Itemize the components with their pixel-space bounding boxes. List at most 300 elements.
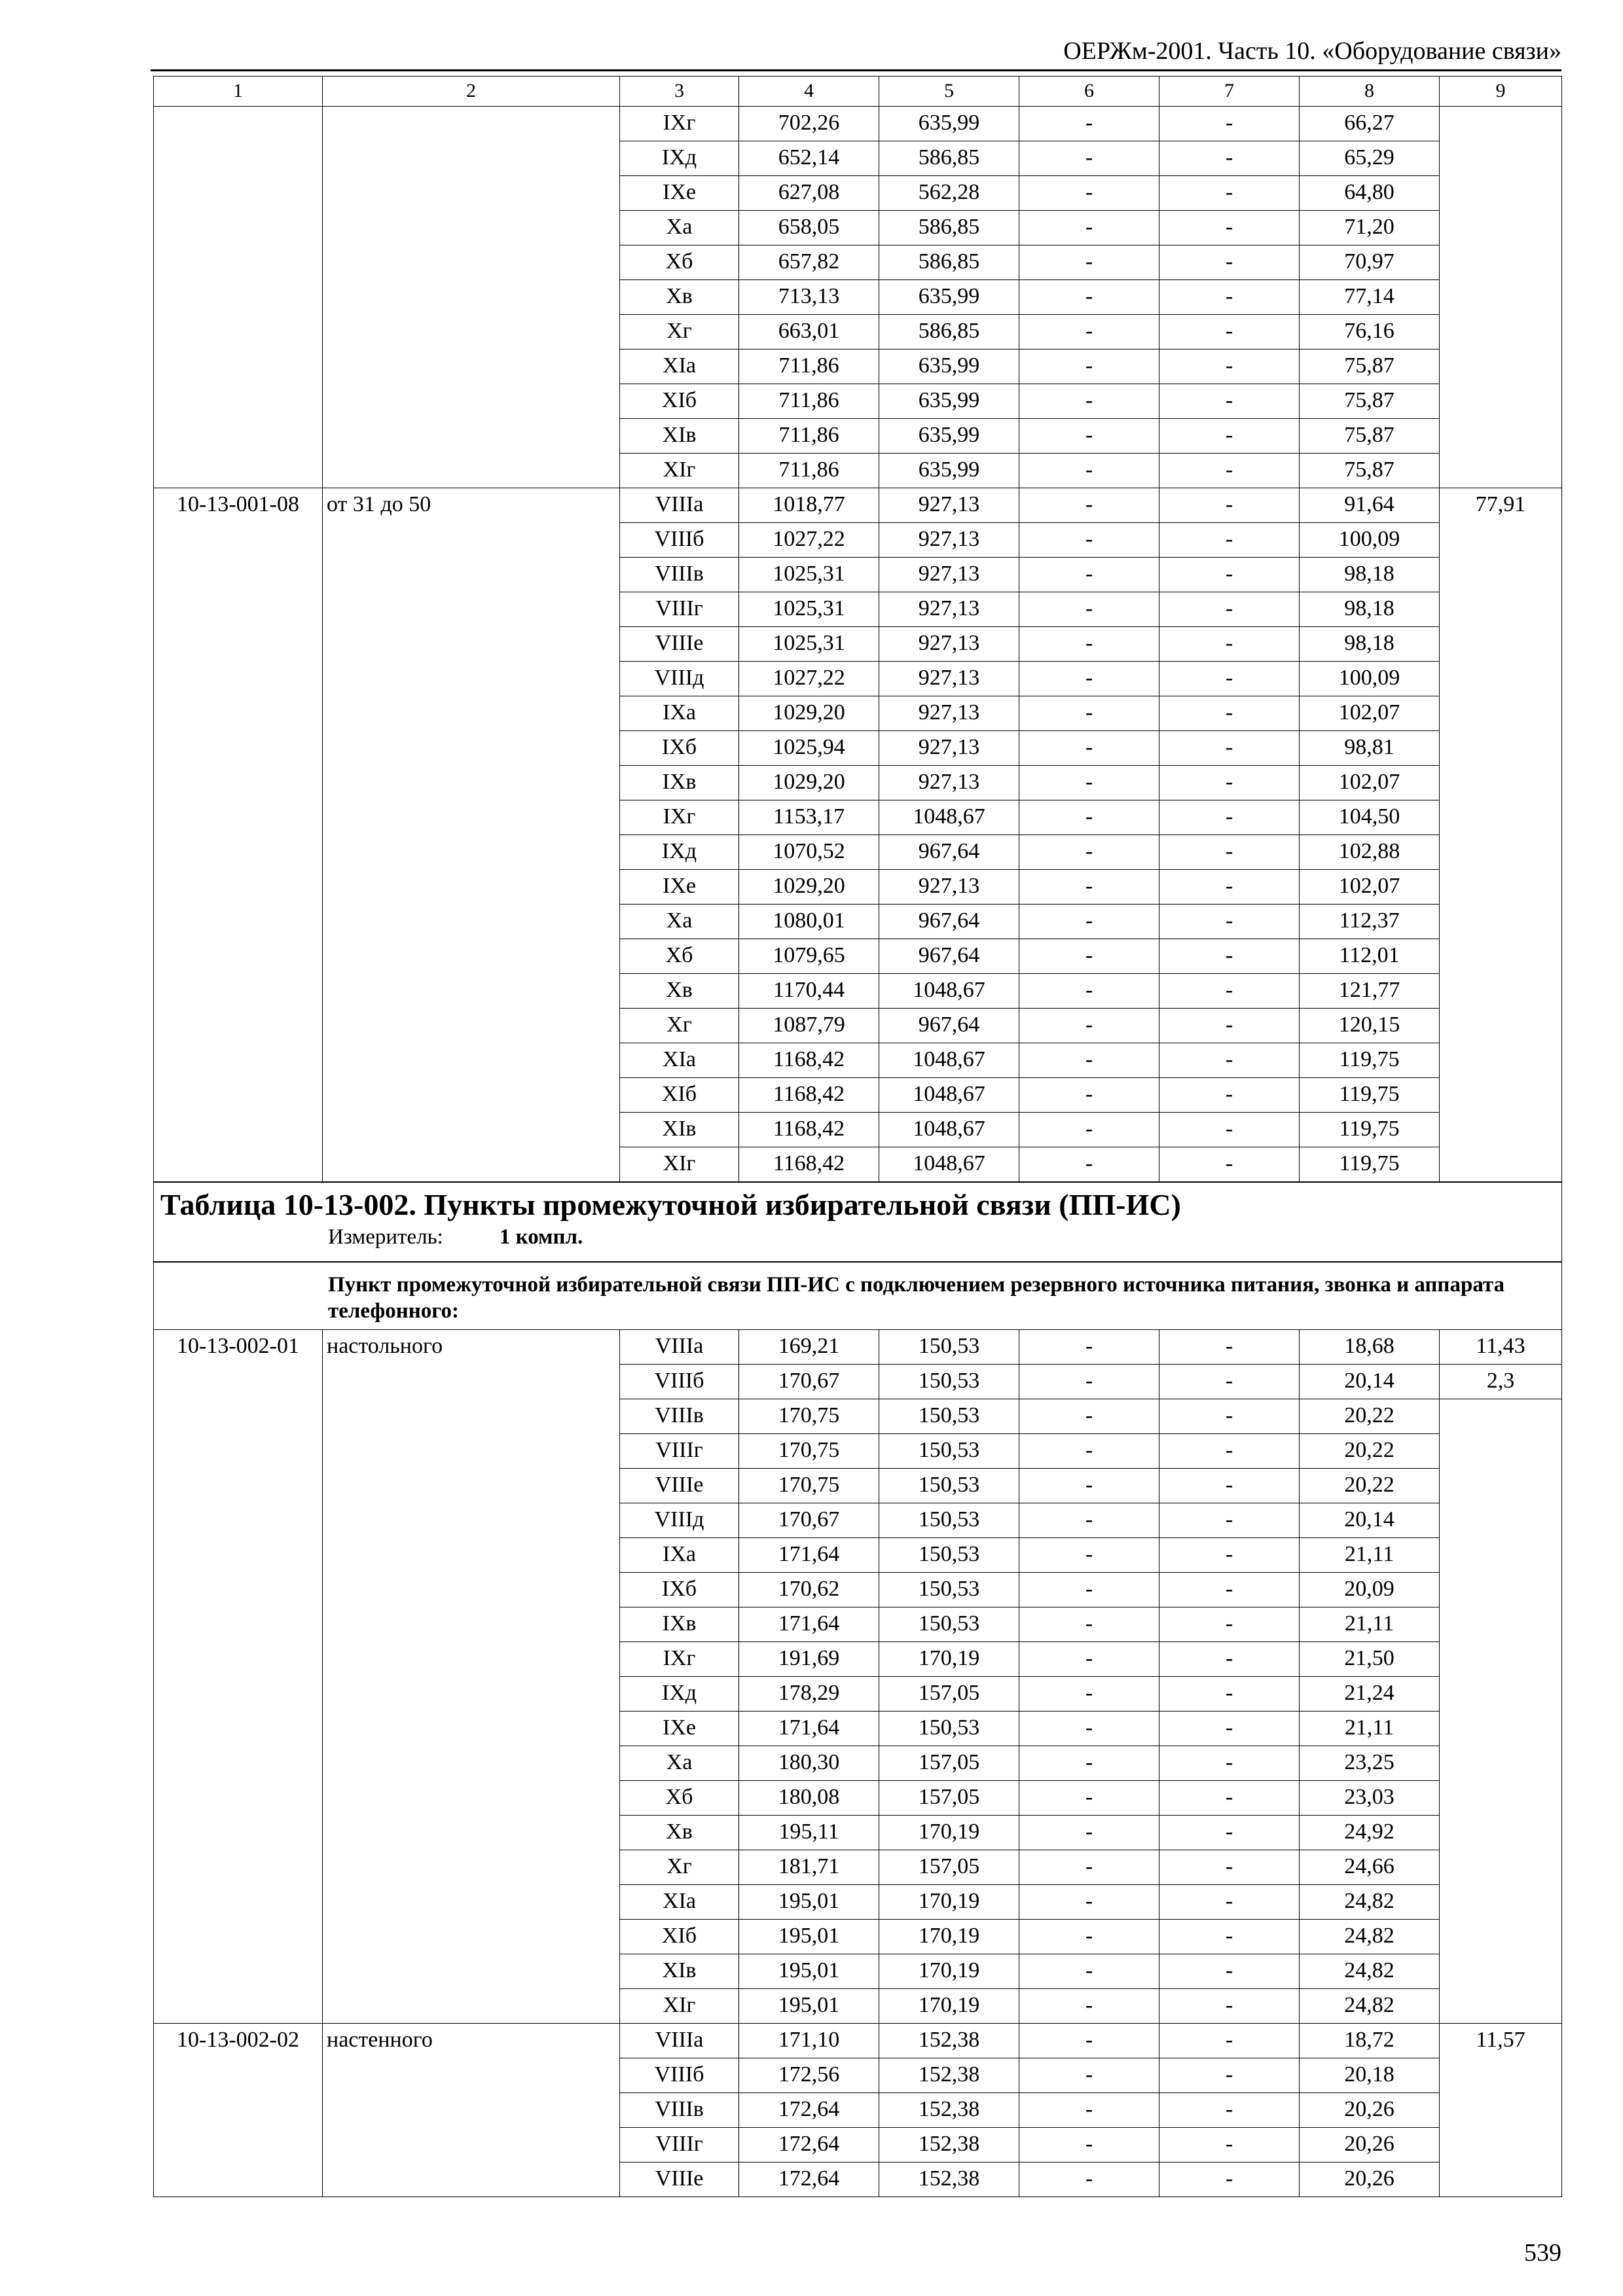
value-cell: 178,29 [739,1677,879,1712]
value-cell: 20,14 [1300,1503,1440,1538]
value-cell: 150,53 [879,1469,1019,1503]
meter-label: Измеритель: [328,1225,443,1249]
value-cell: - [1019,870,1159,905]
value-cell: - [1159,141,1300,176]
item-code: 10-13-001-08 [154,488,323,1183]
value-cell: 658,05 [739,211,879,245]
value-cell: 172,64 [739,2128,879,2162]
value-cell: 102,07 [1300,870,1440,905]
value-cell: - [1019,1885,1159,1920]
value-cell: - [1159,1399,1300,1434]
value-cell: - [1159,107,1300,141]
value-cell: 927,13 [879,558,1019,592]
value-cell: 119,75 [1300,1043,1440,1078]
value-cell: 170,19 [879,1642,1019,1677]
item-code [154,107,323,488]
value-cell: - [1159,2058,1300,2093]
zone-cell: Xв [620,974,739,1009]
section-description-row [154,1262,1562,1330]
zone-cell: VIIIг [620,2128,739,2162]
value-cell: - [1159,1989,1300,2024]
value-cell: - [1159,488,1300,523]
value-cell: 24,66 [1300,1850,1440,1885]
price-table [153,76,1562,2197]
value-cell: - [1159,2128,1300,2162]
value-cell: 635,99 [879,350,1019,384]
value-cell: - [1019,1330,1159,1365]
value-cell: 170,67 [739,1365,879,1399]
value-cell: 967,64 [879,1009,1019,1043]
table-row [154,2024,1562,2058]
zone-cell: Xг [620,1009,739,1043]
value-cell: 170,75 [739,1399,879,1434]
value-cell: - [1159,1920,1300,1954]
value-cell: - [1159,1009,1300,1043]
column-number: 7 [1159,77,1300,107]
value-cell: 1079,65 [739,939,879,974]
value-cell: 1048,67 [879,1113,1019,1147]
value-cell: 172,64 [739,2162,879,2197]
value-cell: 967,64 [879,939,1019,974]
value-cell: - [1019,800,1159,835]
value-cell: 20,18 [1300,2058,1440,2093]
value-cell: 157,05 [879,1746,1019,1781]
value-cell: 91,64 [1300,488,1440,523]
value-cell: 1025,31 [739,592,879,627]
zone-cell: IXб [620,731,739,766]
value-cell: - [1159,1712,1300,1746]
zone-cell: Xв [620,280,739,315]
value-cell: - [1159,350,1300,384]
value-cell: - [1159,384,1300,419]
value-cell: - [1159,1330,1300,1365]
value-cell: 20,22 [1300,1434,1440,1469]
value-cell: 627,08 [739,176,879,211]
value-cell: 1168,42 [739,1078,879,1113]
zone-cell: VIIIа [620,1330,739,1365]
value-cell: 157,05 [879,1677,1019,1712]
zone-cell: XIб [620,1078,739,1113]
value-cell: 586,85 [879,141,1019,176]
value-cell: 927,13 [879,488,1019,523]
value-cell: - [1159,1469,1300,1503]
table-row [154,107,1562,141]
zone-cell: XIб [620,384,739,419]
value-cell: - [1019,1503,1159,1538]
value-cell: - [1019,1677,1159,1712]
value-cell: 663,01 [739,315,879,350]
value-cell: - [1019,1469,1159,1503]
value-cell: 65,29 [1300,141,1440,176]
value-cell: 20,22 [1300,1469,1440,1503]
zone-cell: VIIIв [620,558,739,592]
value-cell: - [1019,939,1159,974]
value-cell: 24,82 [1300,1989,1440,2024]
value-cell: 711,86 [739,454,879,488]
value-cell: 170,19 [879,1920,1019,1954]
zone-cell: IXв [620,1607,739,1642]
value-cell: 119,75 [1300,1113,1440,1147]
value-cell: 23,03 [1300,1781,1440,1816]
value-cell: 195,01 [739,1920,879,1954]
value-cell: - [1159,1642,1300,1677]
value-cell: 157,05 [879,1781,1019,1816]
value-cell: 24,82 [1300,1920,1440,1954]
value-cell: - [1159,2024,1300,2058]
value-cell: 170,19 [879,1885,1019,1920]
value-cell: 967,64 [879,905,1019,939]
value-cell: 1087,79 [739,1009,879,1043]
zone-cell: VIIIд [620,1503,739,1538]
value-cell: 927,13 [879,696,1019,731]
value-cell: 75,87 [1300,350,1440,384]
meter-line [158,1223,1558,1252]
value-cell: 1080,01 [739,905,879,939]
column-number: 4 [739,77,879,107]
value-cell: - [1019,558,1159,592]
value-cell: 927,13 [879,731,1019,766]
value-cell: 1048,67 [879,800,1019,835]
value-cell: - [1159,1954,1300,1989]
value-cell: 21,11 [1300,1712,1440,1746]
value-cell: 562,28 [879,176,1019,211]
value-cell: - [1159,905,1300,939]
value-cell: 635,99 [879,454,1019,488]
value-cell: 1048,67 [879,1147,1019,1183]
value-cell: - [1019,2058,1159,2093]
zone-cell: Xг [620,315,739,350]
value-cell: - [1159,939,1300,974]
zone-cell: XIв [620,1113,739,1147]
zone-cell: VIIIа [620,488,739,523]
value-cell: 157,05 [879,1850,1019,1885]
value-cell: - [1159,1781,1300,1816]
value-cell: 150,53 [879,1365,1019,1399]
value-cell: 102,07 [1300,696,1440,731]
value-cell: - [1019,1573,1159,1607]
value-cell: 927,13 [879,766,1019,800]
column-number-row [154,77,1562,107]
value-cell: - [1019,107,1159,141]
value-cell: - [1159,280,1300,315]
value-cell: - [1159,454,1300,488]
zone-cell: IXа [620,1538,739,1573]
value-cell: - [1159,731,1300,766]
value-cell: 20,09 [1300,1573,1440,1607]
zone-cell: Xг [620,1850,739,1885]
value-cell: 170,75 [739,1469,879,1503]
zone-cell: XIв [620,419,739,454]
value-cell: 20,14 [1300,1365,1440,1399]
header-divider [151,69,1561,71]
value-cell: 98,18 [1300,592,1440,627]
value-cell: 635,99 [879,419,1019,454]
value-cell: 1025,31 [739,558,879,592]
value-cell: - [1019,1850,1159,1885]
value-cell: 1025,94 [739,731,879,766]
item-name: настольного [323,1330,620,2024]
value-cell: 112,01 [1300,939,1440,974]
value-cell: 150,53 [879,1538,1019,1573]
zone-cell: Xа [620,211,739,245]
zone-cell: VIIIе [620,1469,739,1503]
value-cell: - [1019,176,1159,211]
zone-cell: IXг [620,800,739,835]
value-cell: 1027,22 [739,523,879,558]
value-cell: - [1019,141,1159,176]
value-cell: 150,53 [879,1503,1019,1538]
value-cell: - [1159,1503,1300,1538]
zone-cell: IXг [620,107,739,141]
value-cell: - [1019,1399,1159,1434]
value-cell: - [1159,662,1300,696]
value-cell: - [1019,731,1159,766]
value-cell: 70,97 [1300,245,1440,280]
zone-cell: IXд [620,141,739,176]
value-cell: 1029,20 [739,766,879,800]
zone-cell: VIIIв [620,2093,739,2128]
value-cell: 652,14 [739,141,879,176]
value-cell: 191,69 [739,1642,879,1677]
zone-cell: VIIIа [620,2024,739,2058]
value-cell: - [1159,800,1300,835]
value-cell: - [1159,1746,1300,1781]
value-cell: 586,85 [879,315,1019,350]
value-cell: - [1019,905,1159,939]
value-cell: 171,64 [739,1538,879,1573]
value-cell: - [1019,2162,1159,2197]
value-cell: 1168,42 [739,1113,879,1147]
value-cell: - [1019,1113,1159,1147]
zone-cell: XIв [620,1954,739,1989]
value-cell: - [1019,1712,1159,1746]
zone-cell: Xа [620,1746,739,1781]
value-cell: - [1159,1147,1300,1183]
value-cell: 170,19 [879,1954,1019,1989]
zone-cell: VIIIб [620,1365,739,1399]
value-cell: 170,62 [739,1573,879,1607]
value-cell: 195,11 [739,1816,879,1850]
value-cell: - [1019,454,1159,488]
value-cell: - [1159,1607,1300,1642]
value-cell: 75,87 [1300,454,1440,488]
value-cell: - [1159,558,1300,592]
value-cell: 195,01 [739,1954,879,1989]
zone-cell: XIг [620,454,739,488]
value-cell: - [1019,835,1159,870]
value-cell: 1170,44 [739,974,879,1009]
value-cell: - [1019,1920,1159,1954]
value-cell: - [1159,1113,1300,1147]
zone-cell: IXе [620,1712,739,1746]
value-cell: 120,15 [1300,1009,1440,1043]
labor-cell: 2,3 [1440,1365,1562,1399]
value-cell: 171,10 [739,2024,879,2058]
value-cell: - [1019,488,1159,523]
value-cell: 21,24 [1300,1677,1440,1712]
value-cell: 195,01 [739,1989,879,2024]
value-cell: 100,09 [1300,662,1440,696]
value-cell: 711,86 [739,419,879,454]
value-cell: - [1159,1078,1300,1113]
value-cell: 711,86 [739,384,879,419]
zone-cell: XIг [620,1147,739,1183]
value-cell: 169,21 [739,1330,879,1365]
value-cell: - [1159,1538,1300,1573]
value-cell: 152,38 [879,2093,1019,2128]
value-cell: 195,01 [739,1885,879,1920]
value-cell: - [1159,870,1300,905]
value-cell: 24,82 [1300,1954,1440,1989]
column-number: 5 [879,77,1019,107]
zone-cell: Xв [620,1816,739,1850]
section-header-row [154,1182,1562,1262]
value-cell: - [1019,1989,1159,2024]
labor-cell: 11,43 [1440,1330,1562,1365]
value-cell: - [1019,419,1159,454]
value-cell: - [1019,1043,1159,1078]
value-cell: 150,53 [879,1712,1019,1746]
value-cell: 21,11 [1300,1607,1440,1642]
value-cell: 1027,22 [739,662,879,696]
value-cell: 927,13 [879,627,1019,662]
value-cell: - [1019,627,1159,662]
zone-cell: IXе [620,176,739,211]
value-cell: - [1159,1573,1300,1607]
section-description-cell [154,1262,1562,1330]
value-cell: 102,07 [1300,766,1440,800]
value-cell: - [1159,766,1300,800]
value-cell: 150,53 [879,1399,1019,1434]
value-cell: 713,13 [739,280,879,315]
table-row [154,488,1562,523]
labor-cell [1440,107,1562,488]
zone-cell: IXв [620,766,739,800]
value-cell: 21,11 [1300,1538,1440,1573]
value-cell: - [1019,974,1159,1009]
value-cell: - [1019,1147,1159,1183]
value-cell: 181,71 [739,1850,879,1885]
value-cell: 100,09 [1300,523,1440,558]
zone-cell: Xб [620,1781,739,1816]
column-number: 3 [620,77,739,107]
value-cell: 102,88 [1300,835,1440,870]
value-cell: 20,22 [1300,1399,1440,1434]
value-cell: - [1019,662,1159,696]
value-cell: 152,38 [879,2162,1019,2197]
zone-cell: VIIIб [620,2058,739,2093]
section-header [154,1182,1562,1262]
column-number: 8 [1300,77,1440,107]
item-name: от 31 до 50 [323,488,620,1183]
value-cell: - [1019,1009,1159,1043]
value-cell: 927,13 [879,662,1019,696]
value-cell: - [1159,974,1300,1009]
value-cell: - [1019,1607,1159,1642]
column-number: 1 [154,77,323,107]
labor-cell: 77,91 [1440,488,1562,1183]
value-cell: - [1019,2024,1159,2058]
value-cell: 150,53 [879,1434,1019,1469]
zone-cell: Xа [620,905,739,939]
value-cell: 150,53 [879,1607,1019,1642]
value-cell: 170,75 [739,1434,879,1469]
value-cell: - [1159,419,1300,454]
zone-cell: IXб [620,1573,739,1607]
zone-cell: Xб [620,939,739,974]
value-cell: 586,85 [879,245,1019,280]
item-code: 10-13-002-01 [154,1330,323,2024]
value-cell: - [1019,766,1159,800]
value-cell: 1029,20 [739,870,879,905]
meter-value: 1 компл. [499,1225,583,1249]
value-cell: 98,18 [1300,627,1440,662]
zone-cell: Xб [620,245,739,280]
value-cell: 150,53 [879,1330,1019,1365]
value-cell: - [1159,1850,1300,1885]
value-cell: 172,56 [739,2058,879,2093]
value-cell: 1018,77 [739,488,879,523]
value-cell: 76,16 [1300,315,1440,350]
zone-cell: VIIIг [620,592,739,627]
value-cell: - [1019,1365,1159,1399]
page-number: 539 [1524,2239,1561,2267]
value-cell: 927,13 [879,523,1019,558]
section-description: Пункт промежуточной избирательной связи ПП-ИС с подключением резервного источника питания, звонка и аппарата телефонного: [328,1273,1505,1323]
value-cell: 152,38 [879,2058,1019,2093]
labor-cell [1440,1399,1562,2024]
value-cell: - [1019,211,1159,245]
value-cell: - [1019,592,1159,627]
zone-cell: XIа [620,350,739,384]
value-cell: - [1019,1816,1159,1850]
value-cell: 75,87 [1300,384,1440,419]
value-cell: 150,53 [879,1573,1019,1607]
value-cell: 171,64 [739,1607,879,1642]
value-cell: 170,19 [879,1989,1019,2024]
value-cell: 24,92 [1300,1816,1440,1850]
value-cell: - [1019,1642,1159,1677]
value-cell: 635,99 [879,107,1019,141]
value-cell: 586,85 [879,211,1019,245]
value-cell: - [1159,1677,1300,1712]
value-cell: 635,99 [879,384,1019,419]
value-cell: - [1159,2093,1300,2128]
value-cell: 1029,20 [739,696,879,731]
item-name: настенного [323,2024,620,2197]
value-cell: - [1019,523,1159,558]
value-cell: 180,08 [739,1781,879,1816]
value-cell: 152,38 [879,2128,1019,2162]
value-cell: - [1159,1885,1300,1920]
value-cell: - [1019,1954,1159,1989]
value-cell: - [1159,523,1300,558]
value-cell: 119,75 [1300,1078,1440,1113]
value-cell: 20,26 [1300,2162,1440,2197]
zone-cell: VIIIб [620,523,739,558]
value-cell: - [1159,1043,1300,1078]
value-cell: - [1159,1816,1300,1850]
column-number: 6 [1019,77,1159,107]
zone-cell: IXд [620,1677,739,1712]
zone-cell: IXг [620,1642,739,1677]
value-cell: 75,87 [1300,419,1440,454]
value-cell: 927,13 [879,592,1019,627]
value-cell: - [1159,627,1300,662]
value-cell: 21,50 [1300,1642,1440,1677]
value-cell: - [1019,245,1159,280]
value-cell: 1168,42 [739,1043,879,1078]
